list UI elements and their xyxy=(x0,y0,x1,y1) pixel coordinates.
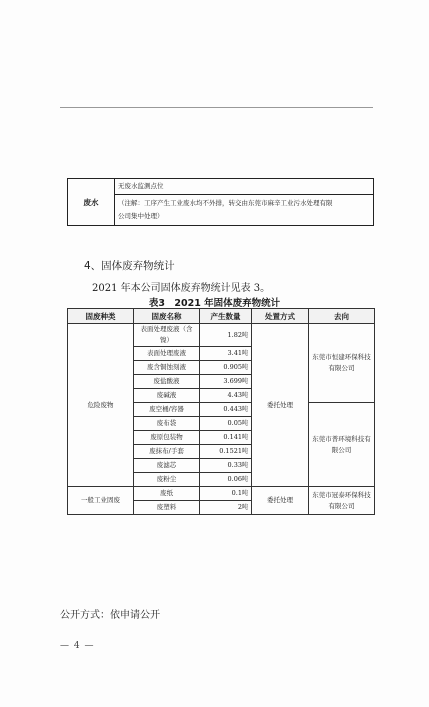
page-number: — 4 — xyxy=(60,641,95,651)
waste-quantity xyxy=(200,487,252,501)
waste-name: 废滤芯 xyxy=(134,459,200,473)
page-divider xyxy=(60,107,373,108)
quantity-unit: 吨 xyxy=(241,434,248,441)
quantity-unit: 吨 xyxy=(241,420,248,427)
waste-name: 废布袋 xyxy=(134,417,200,431)
waste-name: 表面处理废液 xyxy=(134,347,200,361)
quantity-value: 0.443 xyxy=(223,405,242,413)
quantity-unit: 吨 xyxy=(241,350,248,357)
waste-quantity xyxy=(200,431,252,445)
quantity-value: 0.141 xyxy=(223,433,242,441)
table-body xyxy=(68,324,375,515)
destination: 东莞市冠泰环保科技有限公司 xyxy=(309,487,375,515)
header-category: 固废种类 xyxy=(68,309,134,324)
solid-waste-table xyxy=(67,308,375,515)
category-general: 一般工业固废 xyxy=(68,487,134,515)
quantity-unit: 吨 xyxy=(241,490,248,497)
quantity-value: 0.33 xyxy=(227,461,242,469)
waste-quantity xyxy=(200,417,252,431)
table-row xyxy=(68,487,375,501)
waste-name: 废纸 xyxy=(134,487,200,501)
wastewater-note-line2: （注解：工序产生工业废水均不外排，转交由东莞市麻辛工业污水处理有限 xyxy=(118,199,333,207)
quantity-value: 3.41 xyxy=(227,349,242,357)
intro-paragraph: 2021 年本公司固体废弃物统计见表 3。 xyxy=(92,283,271,294)
quantity-unit: 吨 xyxy=(241,378,248,385)
waste-name: 废盐酸液 xyxy=(134,375,200,389)
waste-quantity xyxy=(200,389,252,403)
header-quantity: 产生数量 xyxy=(200,309,252,324)
waste-name: 废塑料 xyxy=(134,501,200,515)
waste-name: 废粉尘 xyxy=(134,473,200,487)
destination: 东莞市普环境科技有限公司 xyxy=(309,403,375,487)
quantity-unit: 吨 xyxy=(241,476,248,483)
category-hazardous: 危险废物 xyxy=(68,324,134,487)
quantity-value: 0.905 xyxy=(223,363,242,371)
waste-name: 废含铜蚀刻液 xyxy=(134,361,200,375)
header-disposal: 处置方式 xyxy=(252,309,309,324)
disposal-method: 委托处理 xyxy=(252,487,309,515)
table-header-row xyxy=(68,309,375,324)
disposal-method: 委托处理 xyxy=(252,324,309,487)
section-title: 4、固体废弃物统计 xyxy=(84,260,175,272)
quantity-value: 3.699 xyxy=(223,377,242,385)
header-name: 固废名称 xyxy=(134,309,200,324)
quantity-unit: 吨 xyxy=(241,364,248,371)
quantity-value: 1.82 xyxy=(227,330,242,339)
waste-quantity xyxy=(200,324,252,347)
table-row xyxy=(68,324,375,347)
waste-quantity xyxy=(200,347,252,361)
waste-quantity xyxy=(200,361,252,375)
quantity-unit: 吨 xyxy=(241,504,248,511)
destination: 东莞市恒建环保科技有限公司 xyxy=(309,324,375,403)
quantity-value: 0.06 xyxy=(227,475,242,483)
quantity-unit: 吨 xyxy=(241,448,248,455)
quantity-value: 0.1521 xyxy=(219,447,242,455)
waste-name: 废空桶/容器 xyxy=(134,403,200,417)
waste-name: 废原包装物 xyxy=(134,431,200,445)
quantity-value: 2 xyxy=(237,503,242,511)
quantity-unit: 吨 xyxy=(241,406,248,413)
waste-name: 废抹布/手套 xyxy=(134,445,200,459)
disclosure-text: 公开方式：依申请公开 xyxy=(60,610,160,621)
waste-quantity xyxy=(200,459,252,473)
waste-name: 表面处理废液（含镍） xyxy=(134,324,200,347)
quantity-unit: 吨 xyxy=(241,462,248,469)
quantity-unit: 吨 xyxy=(241,392,248,399)
waste-quantity xyxy=(200,445,252,459)
quantity-value: 0.05 xyxy=(227,419,242,427)
waste-name: 废碱液 xyxy=(134,389,200,403)
waste-quantity xyxy=(200,501,252,515)
quantity-value: 4.43 xyxy=(227,391,242,399)
wastewater-note-line3: 公司集中处理） xyxy=(118,212,164,220)
quantity-unit: 吨 xyxy=(241,331,248,339)
wastewater-note-2 xyxy=(115,195,374,226)
wastewater-note-1: 无废水监测点位 xyxy=(115,179,374,195)
table-caption: 表3 2021 年固体废弃物统计 xyxy=(148,298,281,309)
waste-quantity xyxy=(200,403,252,417)
quantity-value: 0.1 xyxy=(231,489,242,497)
wastewater-table xyxy=(67,178,374,226)
waste-quantity xyxy=(200,375,252,389)
wastewater-label: 废水 xyxy=(68,179,115,226)
waste-quantity xyxy=(200,473,252,487)
header-destination: 去向 xyxy=(309,309,375,324)
